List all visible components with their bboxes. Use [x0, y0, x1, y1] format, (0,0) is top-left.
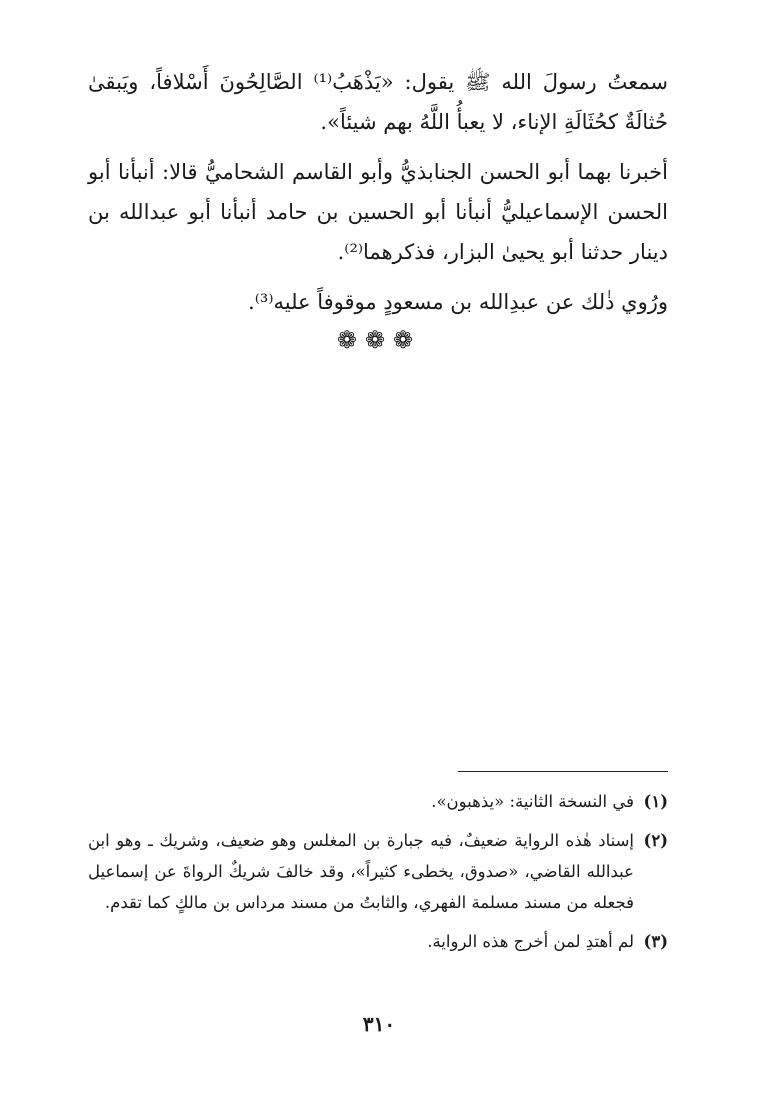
footnote-text: إسناد هٰذه الرواية ضعيفٌ، فيه جبارة بن المغلس وهو ضعيف، وشريك ـ وهو ابن عبدالله القاضي، «صدوق، يخطىء كثيراً»، وقد خالفَ شريكٌ الرواةَ عن إسماعيل فجعله من مسند مسلمة الفهري، والثابتُ من مسند مرداس بن مالكٍ كما تقدم.	[88, 831, 634, 912]
footnote-number: (٢)	[643, 831, 668, 850]
hadith-paragraph: سمعتُ رسولَ الله ﷺ يقول: «يَذْهَبُ⁽¹⁾ الصَّالِحُونَ أَسْلافاً، ويَبقىٰ حُثالَةٌ كحُثَالَةِ الإناء، لا يعبأُ اللَّهُ بهم شيئاً».	[88, 70, 668, 134]
footnote-text: لم أهتدِ لمن أخرج هذه الرواية.	[427, 932, 634, 951]
footnote-text: في النسخة الثانية: «يذهبون».	[431, 792, 634, 811]
footnote-number: (١)	[643, 792, 668, 811]
isnad-paragraph: أخبرنا بهما أبو الحسن الجنابذيُّ وأبو القاسم الشحاميُّ قالا: أنبأنا أبو الحسن الإسماعيليُّ أنبأنا أبو الحسين بن حامد أنبأنا أبو عبدالله بن دينار حدثنا أبو يحيىٰ البزار، فذكرهما⁽²⁾.	[88, 160, 668, 264]
footnote-number: (٣)	[643, 932, 668, 951]
footnote-divider	[458, 771, 668, 772]
footnote-3	[88, 926, 668, 957]
main-text	[88, 62, 668, 330]
footnote-1	[88, 786, 668, 817]
page-number: ٣١٠	[362, 1012, 396, 1036]
footnote-2	[88, 825, 668, 918]
footnotes	[88, 786, 668, 965]
mawquf-paragraph: ورُوي ذٰلك عن عبدِالله بن مسعودٍ موقوفاً عليه⁽³⁾.	[248, 290, 668, 314]
section-ornament: ❁❁❁	[336, 326, 422, 354]
